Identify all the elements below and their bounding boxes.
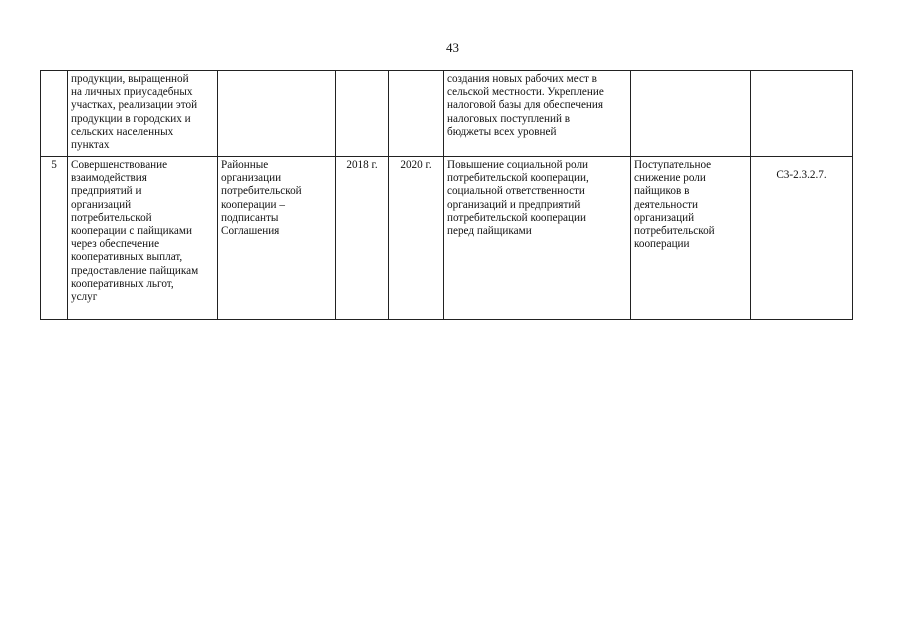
executors-cell (218, 157, 336, 320)
start-year-cell (336, 157, 389, 320)
event-text: Совершенствование взаимодействия предприятий и организаций потребительской кооперации с пайщиками через обеспечение кооперативных выплат, предоставление пайщикам кооперативных льгот, услуг (71, 159, 199, 304)
code-cell (751, 157, 853, 320)
start-year: 2018 г. (346, 159, 378, 171)
start-year-cell (336, 71, 389, 157)
result-cell (444, 71, 631, 157)
row-number-cell (41, 71, 68, 157)
result-text: создания новых рабочих мест в сельской местности. Укрепление налоговой базы для обеспечения налоговых поступлений в бюджеты всех уровней (447, 73, 604, 138)
event-cell (68, 71, 218, 157)
event-text: продукции, выращенной на личных приусадебных участках, реализации этой продукции в городских и сельских населенных пунктах (71, 73, 198, 152)
code-text: С3-2.3.2.7. (776, 169, 827, 181)
result-text: Повышение социальной роли потребительской кооперации, социальной ответственности организаций и предприятий потребительской кооперации перед пайщиками (447, 159, 589, 238)
indicator-text: Поступательное снижение роли пайщиков в деятельности организаций потребительской кооперации (634, 159, 715, 251)
executors-text: Районные организации потребительской кооперации – подписанты Соглашения (221, 159, 302, 238)
table-row (41, 157, 853, 320)
indicator-cell (631, 71, 751, 157)
page-number: 43 (446, 40, 459, 55)
executors-cell (218, 71, 336, 157)
end-year-cell (389, 157, 444, 320)
plan-table (40, 70, 853, 320)
row-number-cell (41, 157, 68, 320)
end-year-cell (389, 71, 444, 157)
end-year: 2020 г. (400, 159, 432, 171)
result-cell (444, 157, 631, 320)
code-cell (751, 71, 853, 157)
table-row (41, 71, 853, 157)
indicator-cell (631, 157, 751, 320)
event-cell (68, 157, 218, 320)
row-number: 5 (51, 159, 57, 171)
